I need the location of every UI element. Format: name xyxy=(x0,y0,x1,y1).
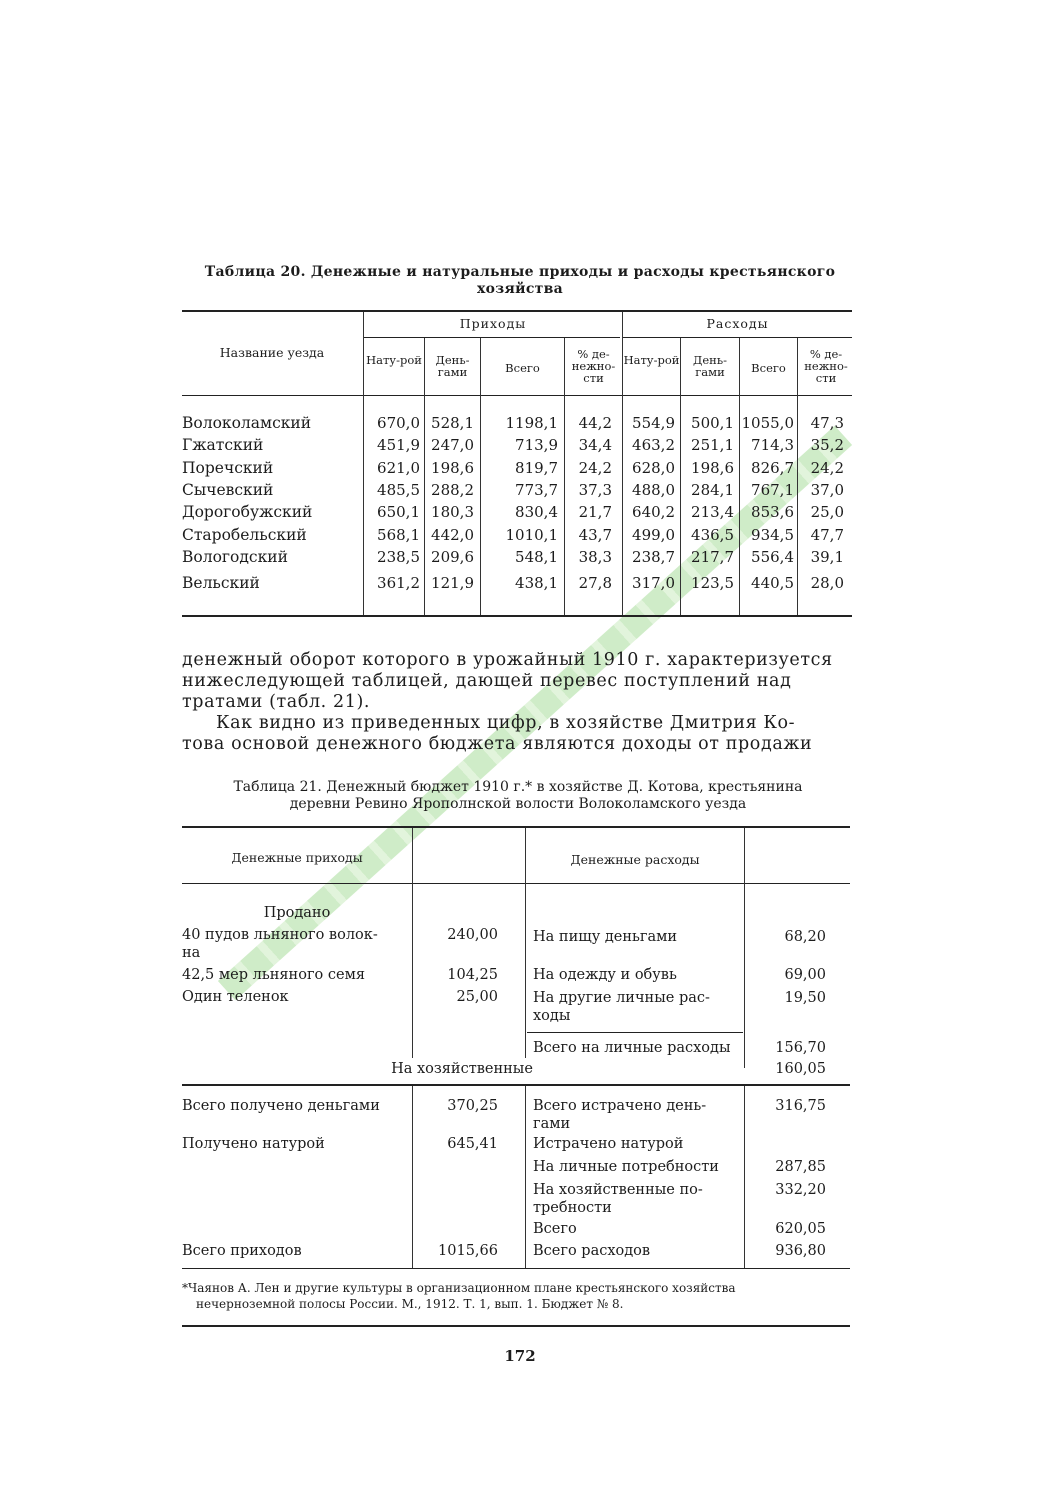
table20-cell: 251,1 xyxy=(691,436,734,454)
table21-end-rule xyxy=(182,1268,850,1269)
table20-cell: 440,5 xyxy=(751,574,794,592)
table21-bottom-rule xyxy=(182,1325,850,1327)
table20-row-name: Поречский xyxy=(182,459,274,477)
table21-personal-needs: На личные потребности xyxy=(533,1159,719,1175)
table21-exp1-value: 68,20 xyxy=(784,929,826,945)
table20-cell: 548,1 xyxy=(515,548,558,566)
table20-cell: 485,5 xyxy=(377,481,420,499)
table20-cell: 670,0 xyxy=(377,414,420,432)
table21-exp3: На другие личные рас- xyxy=(533,990,710,1006)
table20-cell: 123,5 xyxy=(691,574,734,592)
table20-cell: 43,7 xyxy=(578,526,612,544)
table20-row-name: Вельский xyxy=(182,574,260,592)
table21-sold: Продано xyxy=(263,905,331,921)
table20-cell: 24,2 xyxy=(578,459,612,477)
table21-recv-money: Всего получено деньгами xyxy=(182,1098,380,1114)
table20-cell: 488,0 xyxy=(632,481,675,499)
table20-top-rule xyxy=(182,310,852,312)
table21-exp-total-value: 156,70 xyxy=(775,1040,826,1056)
table20-cell: 28,0 xyxy=(810,574,844,592)
table20-cell: 528,1 xyxy=(431,414,474,432)
table20-cell: 288,2 xyxy=(431,481,474,499)
table20-subhdr: % де-нежно-сти xyxy=(804,347,848,385)
table20-cell: 47,3 xyxy=(810,414,844,432)
table21-inc1-value: 240,00 xyxy=(447,927,498,943)
table20-cell: 568,1 xyxy=(377,526,420,544)
table20-cell: 37,0 xyxy=(810,481,844,499)
table21-inc1-cont: на xyxy=(182,945,201,961)
table20-cell: 39,1 xyxy=(810,548,844,566)
table20-title xyxy=(182,264,858,298)
table20-subhdr: Всего xyxy=(751,361,786,375)
table20-cell: 217,7 xyxy=(691,548,734,566)
footnote-line: *Чаянов А. Лен и другие культуры в организационном плане крестьянского хозяйства xyxy=(182,1281,736,1295)
table21-total: Всего xyxy=(533,1221,577,1237)
table20-group-income: Приходы xyxy=(459,316,527,331)
table21-spent-money-cont: гами xyxy=(533,1116,571,1132)
page-number: 172 xyxy=(504,1347,536,1365)
table20-cell: 442,0 xyxy=(431,526,474,544)
table20-cell: 121,9 xyxy=(431,574,474,592)
table20-cell: 554,9 xyxy=(632,414,675,432)
table21-inc3: Один теленок xyxy=(182,989,289,1005)
paragraph-line: нижеследующей таблицей, дающей перевес поступлений над xyxy=(182,671,792,691)
table21-spent-money: Всего истрачено день- xyxy=(533,1098,707,1114)
table20-cell: 44,2 xyxy=(578,414,612,432)
table20-row-name: Дорогобужский xyxy=(182,503,313,521)
paragraph-line: Как видно из приведенных цифр, в хозяйстве Дмитрия Ко- xyxy=(216,713,796,733)
table20-cell: 463,2 xyxy=(632,436,675,454)
table20-cell: 213,4 xyxy=(691,503,734,521)
table21-personal-needs-value: 287,85 xyxy=(775,1159,826,1175)
table21-total-expense-value: 936,80 xyxy=(775,1243,826,1259)
table20-cell: 830,4 xyxy=(515,503,558,521)
table20-cell: 198,6 xyxy=(691,459,734,477)
table20-expense-rule xyxy=(623,337,852,338)
table20-cell: 198,6 xyxy=(431,459,474,477)
table20-subhdr: Нату-рой xyxy=(366,353,422,367)
table21-spent-nat: Истрачено натурой xyxy=(533,1136,684,1152)
table21-exp2-value: 69,00 xyxy=(784,967,826,983)
table21-inc2: 42,5 мер льняного семя xyxy=(182,967,366,983)
table21-title-line2: деревни Ревино Ярополнской волости Волоколамского уезда xyxy=(289,796,747,812)
table20-cell: 24,2 xyxy=(810,459,844,477)
table20-income-rule xyxy=(364,337,620,338)
table21-subtotal-rule xyxy=(527,1032,743,1033)
table21-total-income: Всего приходов xyxy=(182,1243,302,1259)
table21-inc1: 40 пудов льняного волок- xyxy=(182,927,378,943)
table20-cell: 713,9 xyxy=(515,436,558,454)
table20-cell: 1055,0 xyxy=(741,414,794,432)
table20-title-line2: хозяйства xyxy=(476,281,564,297)
table21-recv-money-value: 370,25 xyxy=(447,1098,498,1114)
table20-cell: 21,7 xyxy=(578,503,612,521)
table20-cell: 500,1 xyxy=(691,414,734,432)
table20-cell: 361,2 xyxy=(377,574,420,592)
table21-recv-nat-value: 645,41 xyxy=(447,1136,498,1152)
table20-cell: 714,3 xyxy=(751,436,794,454)
table20-header-rule xyxy=(182,395,852,396)
table20-cell: 247,0 xyxy=(431,436,474,454)
table20-cell: 317,0 xyxy=(632,574,675,592)
table20-cell: 238,7 xyxy=(632,548,675,566)
table21-total-value: 620,05 xyxy=(775,1221,826,1237)
table20-bottom-rule xyxy=(182,615,852,617)
table20-title-line1: Таблица 20. Денежные и натуральные приходы и расходы крестьянского xyxy=(204,264,836,280)
table21-mid-rule xyxy=(182,1084,850,1086)
table20-subhdr: Нату-рой xyxy=(623,353,680,367)
table20-cell: 238,5 xyxy=(377,548,420,566)
table20-cell: 209,6 xyxy=(431,548,474,566)
table21-exp2: На одежду и обувь xyxy=(533,967,677,983)
table20-subhdr: День-гами xyxy=(435,353,470,379)
table21-exp-total: Всего на личные расходы xyxy=(533,1040,731,1056)
table20-row-name: Старобельский xyxy=(182,526,307,544)
paragraph-line: тратами (табл. 21). xyxy=(182,692,371,712)
table21-total-expense: Всего расходов xyxy=(533,1243,651,1259)
footnote xyxy=(182,1280,850,1312)
table21-title xyxy=(180,779,856,813)
table20-cell: 284,1 xyxy=(691,481,734,499)
table21-hoz: На хозяйственные xyxy=(391,1061,533,1077)
table20-row-name: Волоколамский xyxy=(182,414,312,432)
table20-row-name: Вологодский xyxy=(182,548,288,566)
table20-cell: 1010,1 xyxy=(505,526,558,544)
table21-exp3-value: 19,50 xyxy=(784,990,826,1006)
table21-hdr-income: Денежные приходы xyxy=(231,850,363,865)
table21-inc2-value: 104,25 xyxy=(447,967,498,983)
table21-hoz-value: 160,05 xyxy=(775,1061,826,1077)
table21-vline xyxy=(412,1086,413,1268)
table20-cell: 436,5 xyxy=(691,526,734,544)
table21-total-income-value: 1015,66 xyxy=(438,1243,498,1259)
table20-cell: 438,1 xyxy=(515,574,558,592)
table21-top-rule xyxy=(182,826,850,828)
table20-cell: 451,9 xyxy=(377,436,420,454)
table20-group-expense: Расходы xyxy=(706,316,769,331)
table20-cell: 34,4 xyxy=(578,436,612,454)
table20-cell: 773,7 xyxy=(515,481,558,499)
table20-cell: 47,7 xyxy=(810,526,844,544)
table21-vline xyxy=(412,828,413,1058)
table20-cell: 628,0 xyxy=(632,459,675,477)
table20-subhdr: % де-нежно-сти xyxy=(571,347,616,385)
table20-cell: 767,1 xyxy=(751,481,794,499)
table21-hdr-expense: Денежные расходы xyxy=(570,852,700,867)
table20-cell: 180,3 xyxy=(431,503,474,521)
table21-exp1: На пищу деньгами xyxy=(533,929,678,945)
table20-cell: 35,2 xyxy=(810,436,844,454)
table21-exp3-cont: ходы xyxy=(533,1008,571,1024)
table20-cell: 819,7 xyxy=(515,459,558,477)
table21-hoz-needs: На хозяйственные по- xyxy=(533,1182,703,1198)
table21-vline xyxy=(525,1086,526,1268)
table20-cell: 1198,1 xyxy=(505,414,558,432)
table20-cell: 934,5 xyxy=(751,526,794,544)
table21-hoz-needs-cont: требности xyxy=(533,1200,612,1216)
table20-cell: 38,3 xyxy=(578,548,612,566)
table20-cell: 37,3 xyxy=(578,481,612,499)
table20-cell: 826,7 xyxy=(751,459,794,477)
table21-header-rule xyxy=(182,883,850,884)
table20-cell: 27,8 xyxy=(578,574,612,592)
footnote-line: нечерноземной полосы России. М., 1912. Т. 1, вып. 1. Бюджет № 8. xyxy=(196,1297,624,1311)
table20-cell: 621,0 xyxy=(377,459,420,477)
table20-cell: 25,0 xyxy=(810,503,844,521)
table20-cell: 640,2 xyxy=(632,503,675,521)
table21-vline xyxy=(744,828,745,1068)
table20-cell: 650,1 xyxy=(377,503,420,521)
table21-vline xyxy=(744,1086,745,1268)
table21-hoz-needs-value: 332,20 xyxy=(775,1182,826,1198)
paragraph-line: това основой денежного бюджета являются доходы от продажи xyxy=(182,734,813,754)
table20-row-name: Сычевский xyxy=(182,481,274,499)
table21-title-line1: Таблица 21. Денежный бюджет 1910 г.* в хозяйстве Д. Котова, крестьянина xyxy=(233,779,803,795)
body-paragraph xyxy=(182,650,854,755)
paragraph-line: денежный оборот которого в урожайный 1910 г. характеризуется xyxy=(182,650,833,670)
table20-col-name: Название уезда xyxy=(219,345,325,360)
table21-inc3-value: 25,00 xyxy=(456,989,498,1005)
table20-subhdr: День-гами xyxy=(693,353,727,379)
table20-cell: 499,0 xyxy=(632,526,675,544)
table20-subhdr: Всего xyxy=(505,361,540,375)
table21-spent-money-value: 316,75 xyxy=(775,1098,826,1114)
table20-cell: 853,6 xyxy=(751,503,794,521)
table20-row-name: Гжатский xyxy=(182,436,264,454)
table21-recv-nat: Получено натурой xyxy=(182,1136,325,1152)
table20-cell: 556,4 xyxy=(751,548,794,566)
